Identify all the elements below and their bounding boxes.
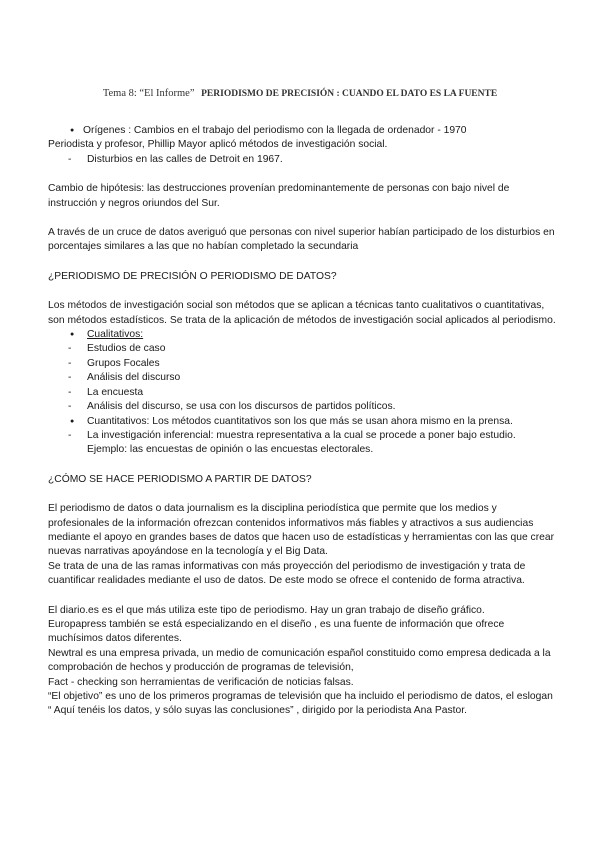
origins-bullet <box>48 124 558 153</box>
definition-paragraph-1: El periodismo de datos o data journalism es la disciplina periodística que permite que los medios y profesionales de la información ofrezcan contenidos informativos más fiables y atractivos a sus audiencias mediante el apoyo en grandes bases de datos que hacen uso de estadísticas y herramientas con las que crear nuevas narrativas apoyándose en la tecnología y el Big Data. <box>48 503 555 558</box>
hypothesis-paragraph: Cambio de hipótesis: las destrucciones provenían predominantemente de personas con bajo nivel de instrucción y negros oriundos del Sur. <box>48 183 510 209</box>
list-item: - Estudios de caso <box>48 342 558 356</box>
example-diario: El diario.es es el que más utiliza este tipo de periodismo. Hay un gran trabajo de diseño gráfico. <box>48 604 485 616</box>
origins-line-1: Orígenes : Cambios en el trabajo del periodismo con la llegada de ordenador - 1970 <box>83 125 467 136</box>
example-europapress: Europapress también se está especializando en el diseño , es una fuente de información que ofrece muchísimos datos diferentes. <box>48 618 505 645</box>
methods-list <box>48 328 558 458</box>
list-item: - Grupos Focales <box>48 357 558 371</box>
section-heading-how: ¿CÓMO SE HACE PERIODISMO A PARTIR DE DATOS? <box>48 473 312 485</box>
definition-paragraph-2: Se trata de una de las ramas informativas con más proyección del periodismo de investigación y trata de cuantificar realidades mediante el uso de datos. De este modo se ofrece el contenido de forma atractiva. <box>48 560 526 587</box>
example-objetivo: “El objetivo” es uno de los primeros programas de televisión que ha incluido el periodismo de datos, el eslogan “ Aquí tenéis los datos, y sólo suyas las conclusiones” , dirigido por la periodista Ana Pastor. <box>48 691 553 717</box>
document-title <box>0 88 600 99</box>
list-item: - Disturbios en las calles de Detroit en 1967. <box>48 153 558 167</box>
origins-line-2: Periodista y profesor, Phillip Mayor aplicó métodos de investigación social. <box>48 139 388 151</box>
list-item: - La encuesta <box>48 386 558 400</box>
qualitative-label: Cualitativos: <box>87 329 144 341</box>
document-body <box>48 124 558 719</box>
topic-title: Tema 8: “El Informe” <box>102 88 195 99</box>
list-item: ● Cuantitativos: Los métodos cuantitativos son los que más se usan ahora mismo en la prensa. <box>48 415 558 429</box>
example-newtral: Newtral es una empresa privada, un medio de comunicación español constituido como empresa dedicada a la comprobación de hechos y producción de programas de televisión, <box>48 647 551 674</box>
origins-sublist <box>48 153 558 167</box>
section-heading-precision: ¿PERIODISMO DE PRECISIÓN O PERIODISMO DE DATOS? <box>48 270 337 282</box>
list-item: - La investigación inferencial: muestra representativa a la cual se procede a poner bajo estudio. Ejemplo: las encuestas de opinión o las encuestas electorales. <box>48 429 558 458</box>
topic-subtitle: PERIODISMO DE PRECISIÓN : CUANDO EL DATO ES LA FUENTE <box>201 89 498 99</box>
methods-paragraph: Los métodos de investigación social son métodos que se aplican a técnicas tanto cualitativos o cuantitativas, son métodos estadísticos. Se trata de la aplicación de métodos de investigación social aplicados al periodismo. <box>48 300 556 326</box>
list-item: - Análisis del discurso <box>48 371 558 385</box>
cross-paragraph: A través de un cruce de datos averiguó que personas con nivel superior habían participado de los disturbios en porcentajes similares a las que no habían completado la secundaria <box>48 227 555 253</box>
list-item: - Análisis del discurso, se usa con los discursos de partidos políticos. <box>48 400 558 414</box>
example-factcheck: Fact - checking son herramientas de verificación de noticias falsas. <box>48 676 354 688</box>
list-item <box>48 328 558 342</box>
